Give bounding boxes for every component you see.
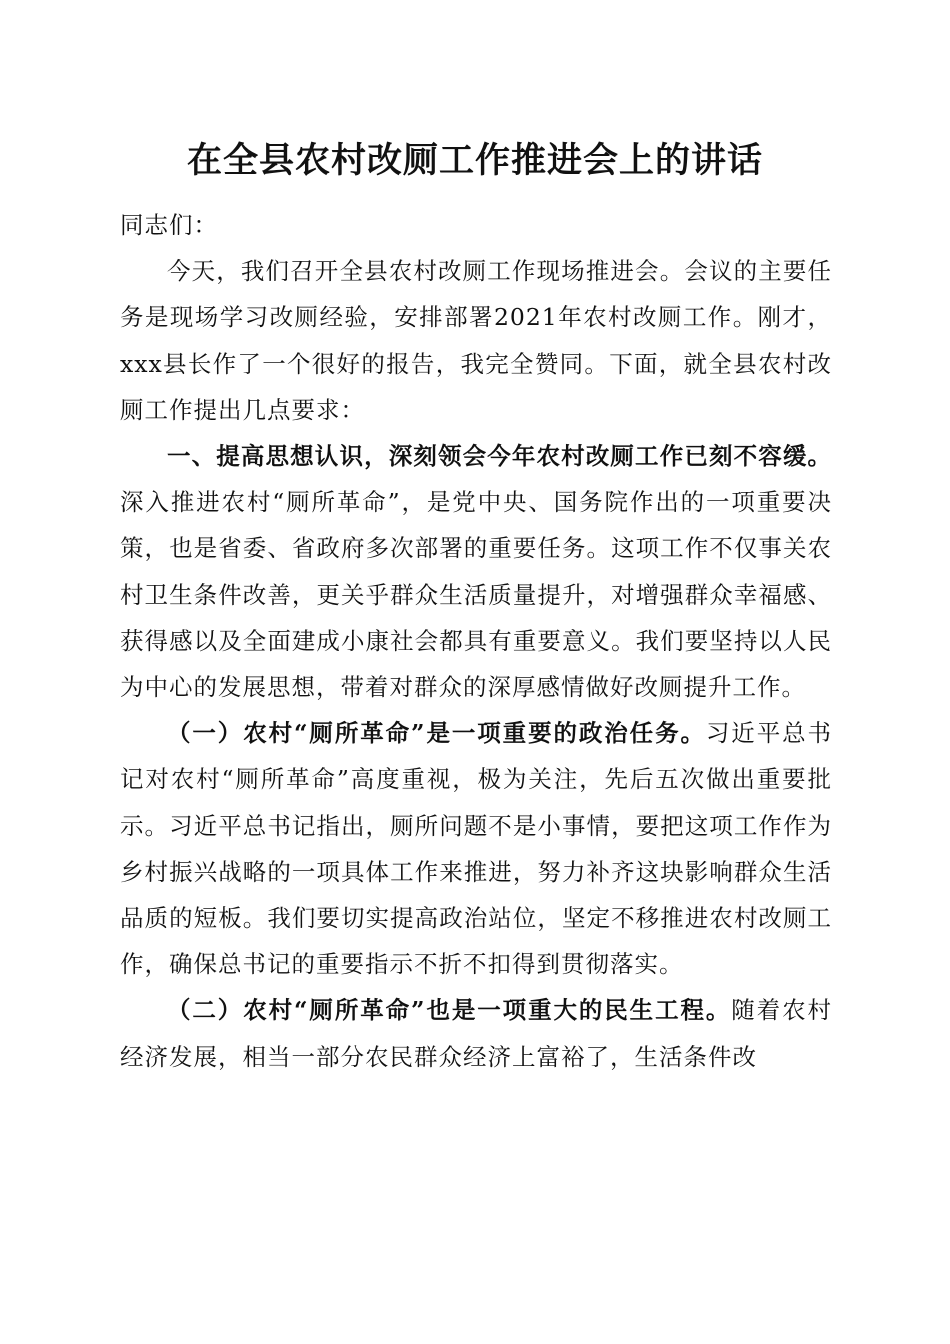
sub-1-heading: （一）农村“厕所革命”是一项重要的政治任务。 [167, 719, 706, 748]
sub-1-text: 习近平总书记对农村“厕所革命”高度重视，极为关注，先后五次做出重要批示。习近平总书记指出，厕所问题不是小事情，要把这项工作作为乡村振兴战略的一项具体工作来推进，努力补齐这块影响群众生活品质的短板。我们要切实提高政治站位，坚定不移推进农村改厕工作，确保总书记的重要指示不折不扣得到贯彻落实。 [120, 719, 832, 979]
section-1-text: 深入推进农村“厕所革命”，是党中央、国务院作出的一项重要决策，也是省委、省政府多次部署的重要任务。这项工作不仅事关农村卫生条件改善，更关乎群众生活质量提升，对增强群众幸福感、获得感以及全面建成小康社会都具有重要意义。我们要坚持以人民为中心的发展思想，带着对群众的深厚感情做好改厕提升工作。 [120, 488, 832, 702]
document-title: 在全县农村改厕工作推进会上的讲话 [186, 140, 763, 181]
sub-1-paragraph [120, 710, 832, 987]
document-body [120, 202, 832, 1080]
sub-2-paragraph [120, 987, 832, 1079]
salutation: 同志们： [120, 211, 218, 239]
sub-2-text: 随着农村经济发展，相当一部分农民群众经济上富裕了，生活条件改 [120, 996, 832, 1071]
section-1-heading: 一、提高思想认识，深刻领会今年农村改厕工作已刻不容缓。 [167, 442, 832, 471]
section-1-paragraph [120, 433, 832, 710]
intro-paragraph: 今天，我们召开全县农村改厕工作现场推进会。会议的主要任务是现场学习改厕经验，安排部署2021年农村改厕工作。刚才，xxx县长作了一个很好的报告，我完全赞同。下面，就全县农村改厕工作提出几点要求： [120, 257, 832, 424]
sub-2-heading: （二）农村“厕所革命”也是一项重大的民生工程。 [167, 996, 732, 1025]
